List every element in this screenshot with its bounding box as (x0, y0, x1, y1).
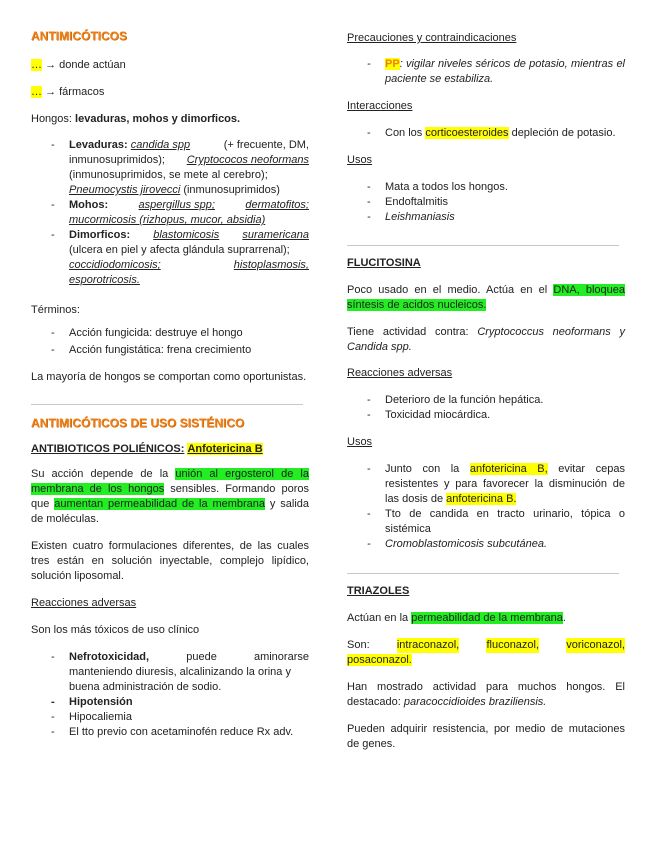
hongos-list (31, 138, 309, 288)
terminos-list (31, 326, 309, 358)
accion-paragraph: Su acción depende de la unión al ergosterol de la membrana de los hongos sensibles. Formando poros que aumentan permeabilidad de la membrana y salida de moléculas. (31, 468, 309, 525)
reacciones-list (31, 650, 309, 740)
list-item-tto-previo: - El tto previo con acetaminofén reduce Rx adv. (31, 725, 309, 740)
flucitosina-paragraph: Poco usado en el medio. Actúa en el DNA, bloquea síntesis de acidos nucleicos. (347, 284, 625, 311)
arrow-icon: → (45, 59, 57, 71)
list-item: - Deterioro de la función hepática. (347, 393, 625, 408)
list-item-hipocaliemia: - Hipocaliemia (31, 710, 309, 725)
divider (31, 404, 303, 405)
list-item-anfotericina: - Junto con la anfotericina B, evitar cepas resistentes y para favorecer la disminución de las dosis de anfotericina B. (347, 462, 625, 507)
interacciones-title: Interacciones (347, 100, 413, 112)
list-item-mohos: - Mohos: aspergillus spp; dermatofitos; mucormicosis (rizhopus, mucor, absidia) (31, 198, 309, 228)
hongos-line: Hongos: levaduras, mohos y dimorficos. (31, 113, 241, 125)
flu-reacciones-title: Reacciones adversas (347, 367, 453, 379)
list-item: - Endoftalmitis (347, 195, 625, 210)
list-item: - Leishmaniasis (347, 210, 625, 225)
list-item: - Acción fungicida: destruye el hongo (31, 326, 309, 341)
precauciones-title: Precauciones y contraindicaciones (347, 32, 517, 44)
flu-reacciones-list (347, 393, 625, 423)
list-item-hipotension: - Hipotensión (31, 695, 309, 710)
formulaciones-paragraph: Existen cuatro formulaciones diferentes, de las cuales tres están en solución inyectable, complejo lipídico, solución liposomal. (31, 540, 309, 582)
toxicos-paragraph: Son los más tóxicos de uso clínico (31, 624, 200, 636)
reacciones-title: Reacciones adversas (31, 597, 137, 609)
triazoles-son: Son: intraconazol, fluconazol, voriconazol, posaconazol. (347, 639, 625, 666)
list-item: - Mata a todos los hongos. (347, 180, 625, 195)
usos-list (347, 180, 625, 225)
terminos-label: Términos: (31, 304, 80, 316)
polienicos-heading: ANTIBIOTICOS POLIÉNICOS: Anfotericina B (31, 443, 263, 455)
list-item-candida: - Tto de candida en tracto urinario, tópica o sistémica (347, 507, 625, 537)
flucitosina-actividad: Tiene actividad contra: Cryptococcus neoformans y Candida spp. (347, 326, 625, 353)
precauciones-list (347, 57, 625, 87)
farmacos-line: … → fármacos (31, 86, 105, 98)
right-column (347, 26, 625, 752)
divider (347, 573, 619, 574)
list-item-nefrotoxicidad: - Nefrotoxicidad, puede aminorarse manteniendo diuresis, alcalinizando la orina y buena administración de sodio. (31, 650, 309, 695)
interacciones-list (347, 126, 625, 141)
triazoles-actuan: Actúan en la permeabilidad de la membrana. (347, 612, 566, 624)
left-column (31, 26, 309, 740)
list-item-dimorficos: - Dimorficos: blastomicosis suramericana (ulcera en piel y afecta glándula suprarrenal); coccidiodomicosis; histoplasmosis, esporotricosis. (31, 228, 309, 288)
flu-usos-title: Usos (347, 436, 373, 448)
triazoles-actividad: Han mostrado actividad para muchos hongos. El destacado: paracoccidioides braziliensis. (347, 681, 625, 708)
arrow-icon: → (45, 86, 57, 98)
list-item: - Acción fungistática: frena crecimiento (31, 343, 309, 358)
list-item-pp: - PP: vigilar niveles séricos de potasio, mientras el paciente se estabiliza. (347, 57, 625, 87)
flu-usos-list (347, 462, 625, 552)
flucitosina-title: FLUCITOSINA (347, 257, 421, 269)
list-item-cromoblastomicosis: - Cromoblastomicosis subcutánea. (347, 537, 625, 552)
triazoles-resistencia: Pueden adquirir resistencia, por medio de mutaciones de genes. (347, 723, 625, 750)
anfotericina-highlight: Anfotericina B (187, 443, 263, 455)
list-item-corticoesteroides: - Con los corticoesteroides depleción de potasio. (347, 126, 625, 141)
donde-actuan-line: … → donde actúan (31, 59, 126, 71)
list-item: - Toxicidad miocárdica. (347, 408, 625, 423)
mayoria-paragraph: La mayoría de hongos se comportan como oportunistas. (31, 371, 307, 383)
divider (347, 245, 619, 246)
triazoles-title: TRIAZOLES (347, 585, 410, 597)
donde-highlight: … (31, 59, 42, 71)
farmacos-highlight: … (31, 86, 42, 98)
main-title: ANTIMICÓTICOS (31, 29, 127, 43)
list-item-levaduras: - Levaduras: candida spp (+ frecuente, DM, inmunosuprimidos); Cryptococos neoformans (inmunosuprimidos, se mete al cerebro); Pneumocystis jirovecci (inmunosuprimidos) (31, 138, 309, 198)
usos-title: Usos (347, 154, 373, 166)
section-title-sistemico: ANTIMICÓTICOS DE USO SISTÉNICO (31, 416, 245, 430)
